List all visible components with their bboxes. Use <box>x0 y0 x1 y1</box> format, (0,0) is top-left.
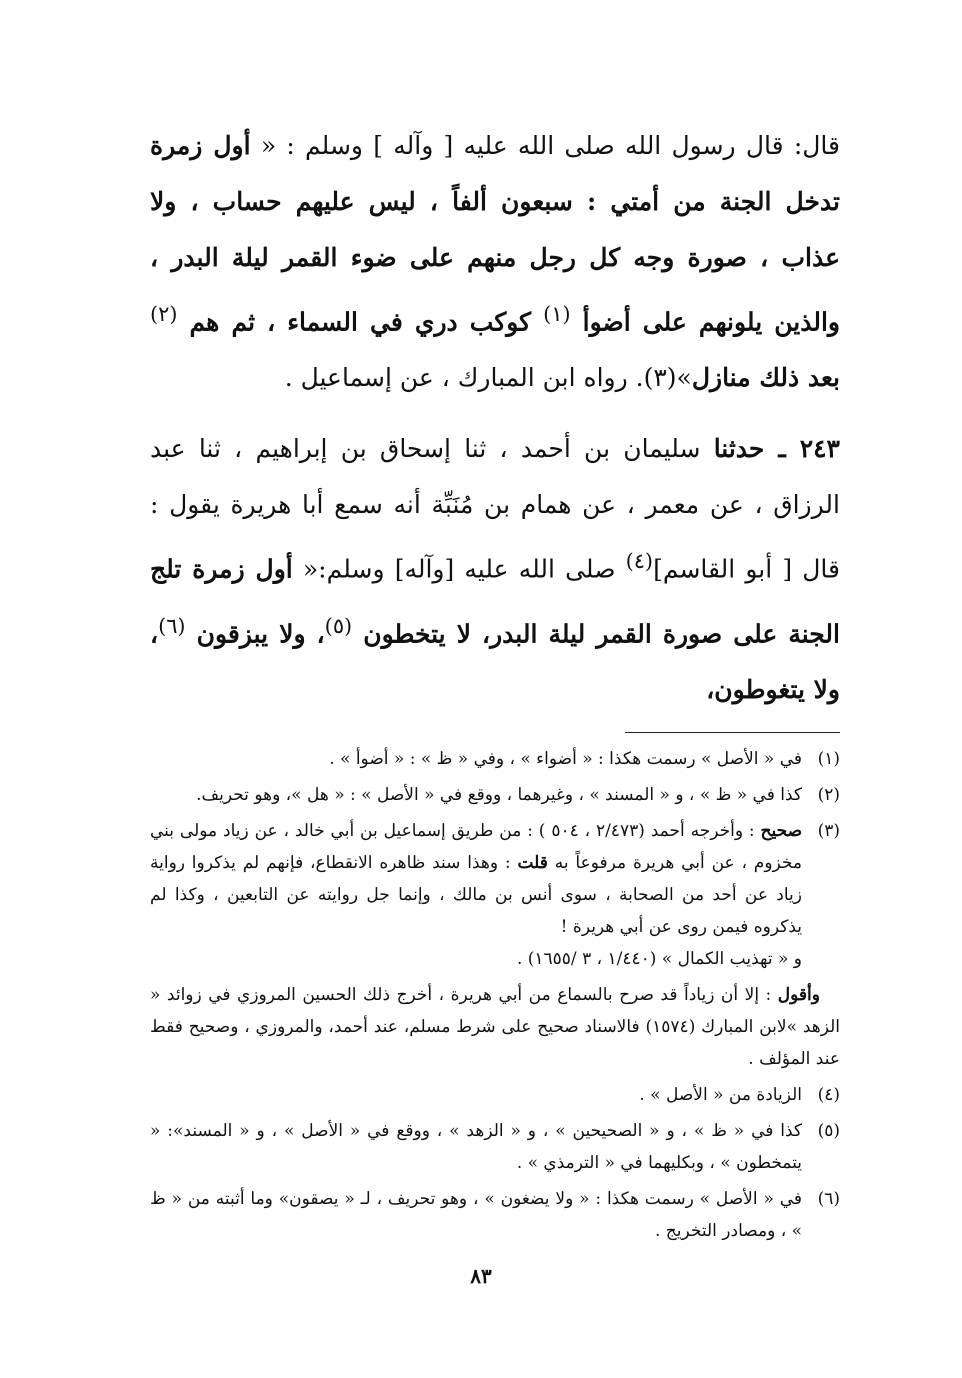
hadith-number: ٢٤٣ ـ حدثنا <box>713 434 840 464</box>
footnote-text-3: و « تهذيب الكمال » (١/٤٤٠ ، ٣ /١٦٥٥) . <box>516 948 802 969</box>
footnote-1 <box>150 743 840 775</box>
p2-text-1: سليمان بن أحمد ، ثنا إسحاق بن إبراهيم ، ثنا عبد الرزاق ، عن معمر ، عن همام بن مُنَبِّة أنه سمع أبا هريرة يقول : قال [ أبو القاسم] <box>150 434 840 584</box>
p1-intro: قال: قال رسول الله صلى الله عليه [ وآله ] وسلم : « <box>250 131 840 160</box>
page-body <box>150 118 840 1251</box>
p1-outro: . رواه ابن المبارك ، عن إسماعيل . <box>284 363 644 393</box>
footnote-3 <box>150 815 840 975</box>
footnote-5 <box>150 1115 840 1179</box>
ref-4: (٤) <box>625 549 654 574</box>
paragraph-1 <box>150 118 840 406</box>
footnote-text: في « الأصل » رسمت هكذا : « أضواء » ، وفي « ظ » : « أضوأ » . <box>329 748 802 769</box>
footnotes <box>150 743 840 1247</box>
p1-hadith-2: كوكب دري في السماء ، ثم هم <box>177 307 544 337</box>
footnote-number: (٦) <box>817 1188 840 1209</box>
footnote-number: (١) <box>817 748 840 769</box>
p2-text-2: صلى الله عليه [وآله] وسلم:« <box>292 554 626 584</box>
footnote-number: (٥) <box>817 1120 840 1141</box>
footnote-label-qultu: قلت <box>517 852 548 873</box>
ref-5: (٥) <box>324 613 353 638</box>
editor-comment <box>150 979 840 1075</box>
ref-6: (٦) <box>158 613 186 638</box>
footnote-text: كذا في « ظ » ، و « المسند » ، وغيرهما ، ووقع في « الأصل » : « هل »، وهو تحريف. <box>196 784 802 805</box>
footnote-4 <box>150 1079 840 1111</box>
footnote-2 <box>150 779 840 811</box>
footnote-number: (٤) <box>817 1084 840 1105</box>
footnote-6 <box>150 1183 840 1247</box>
p1-hadith-3: بعد ذلك منازل <box>691 363 840 393</box>
main-text <box>150 118 840 718</box>
comment-text: : إلا أن زياداً قد صرح بالسماع من أبي هريرة ، أخرج ذلك الحسين المروزي في زوائد « الزهد »لابن المبارك (١٥٧٤) فالاسناد صحيح على شرط مسلم، عند أحمد، والمروزي ، وصحيح فقط عند المؤلف . <box>150 984 841 1069</box>
p2-hadith-2: ، ولا يبزقون <box>185 618 325 648</box>
p2-hadith-3: ، ولا يتغوطون، <box>150 618 840 704</box>
paragraph-2 <box>150 421 840 718</box>
footnote-text: كذا في « ظ » ، و « الصحيحين » ، و « الزهد » ، ووقع في « الأصل » ، و « المسند»: « يتمخطون » ، وبكليهما في « الترمذي » . <box>150 1120 802 1173</box>
p2-hadith: أول زمرة تلج الجنة على صورة القمر ليلة البدر، لا يتخطون <box>150 554 840 648</box>
comment-label: وأقول <box>777 984 820 1005</box>
page-number: ٨٣ <box>470 1264 492 1288</box>
footnote-text: : وأخرجه أحمد (٢/٤٧٣ ، ٥٠٤ ) : من طريق إسماعيل بن أبي خالد ، عن زياد مولى بني مخزوم ، عن أبي هريرة مرفوعاً به <box>150 820 802 873</box>
p1-hadith: أول زمرة تدخل الجنة من أمتي : سبعون ألفاً ، ليس عليهم حساب ، ولا عذاب ، صورة وجه كل رجل منهم على ضوء القمر ليلة البدر ، والذين يلونهم على أضوأ <box>150 131 840 337</box>
footnote-text: الزيادة من « الأصل » . <box>639 1084 802 1105</box>
footnote-number: (٣) <box>817 820 840 841</box>
ref-3: »(٣) <box>643 363 692 393</box>
footnote-separator <box>625 732 840 733</box>
footnote-label-sahih: صحيح <box>760 820 803 841</box>
ref-1: (١) <box>543 302 571 326</box>
footnote-text-2: : وهذا سند ظاهره الانقطاع، فإنهم لم يذكروا رواية زياد عن أحد من الصحابة ، سوى أنس بن مالك ، وإنما جل روايته عن التابعين ، وكذا لم يذكروه فيمن روى عن أبي هريرة ! <box>150 852 802 937</box>
footnote-text: في « الأصل » رسمت هكذا : « ولا يضغون » ، وهو تحريف ، لـ « يصقون» وما أثبته من « ظ » ، ومصادر التخريج . <box>150 1188 802 1241</box>
ref-2: (٢) <box>150 302 178 326</box>
footnote-number: (٢) <box>817 784 840 805</box>
